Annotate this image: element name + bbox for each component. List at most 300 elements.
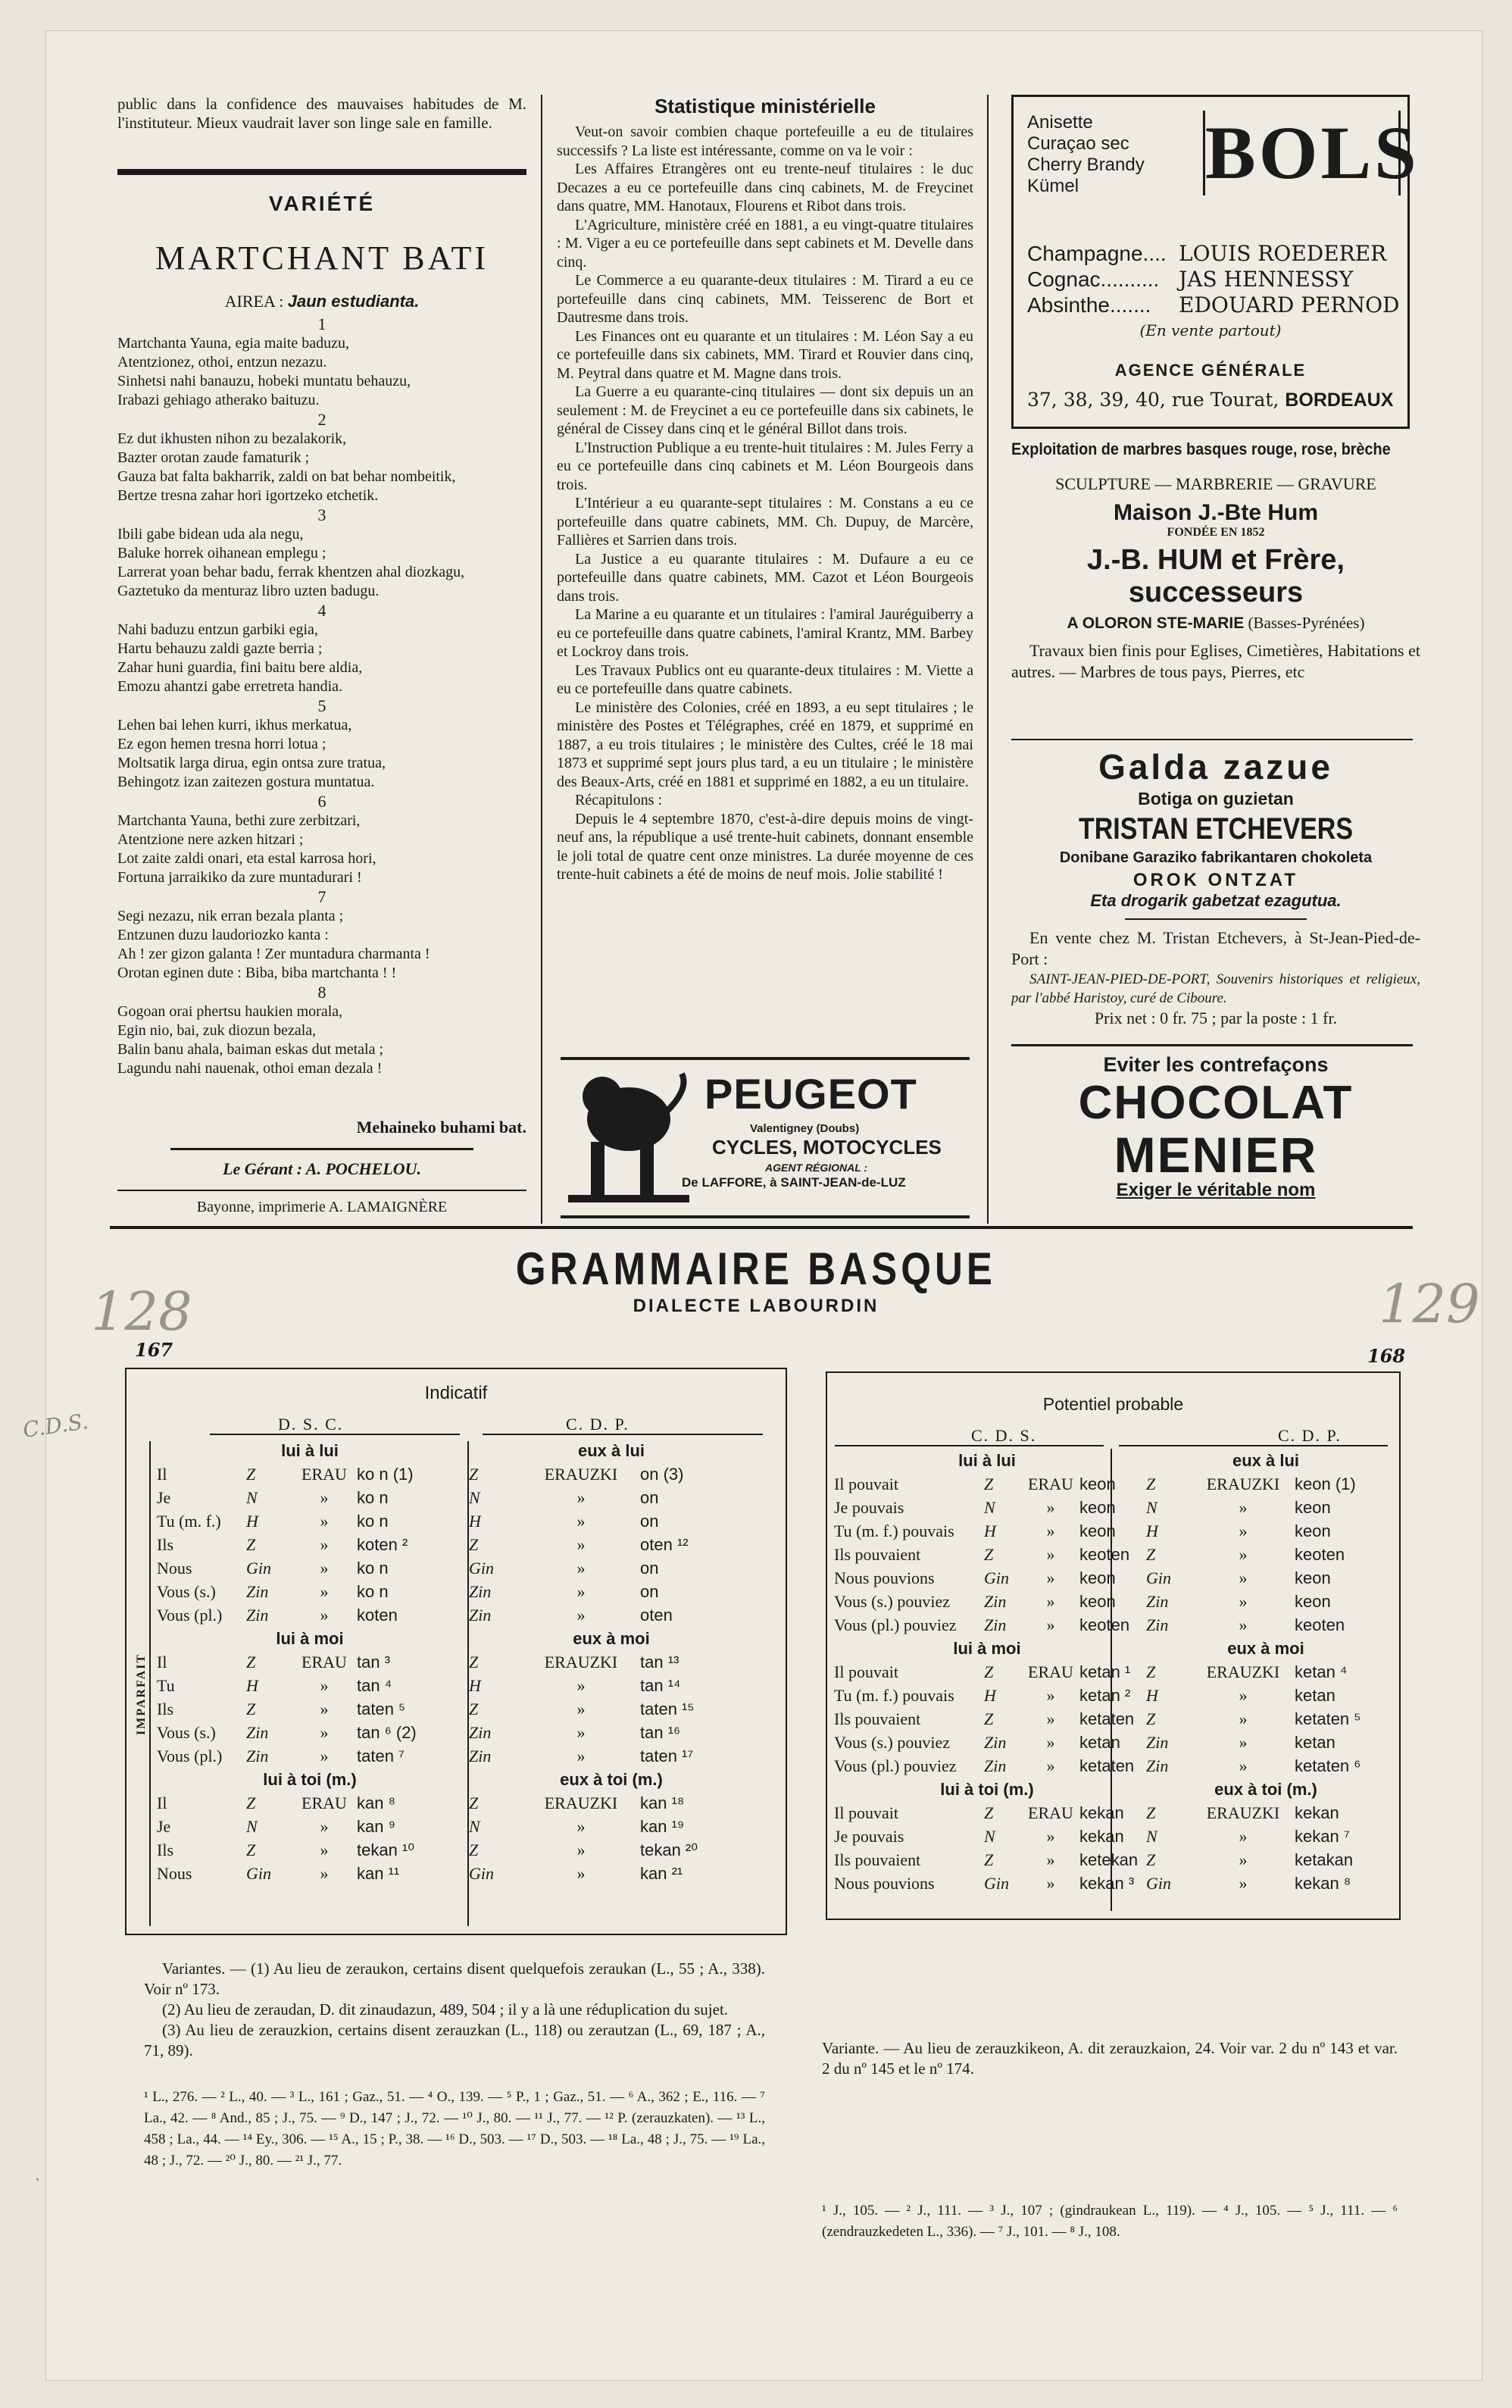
conjugation-cell: »: [576, 1535, 586, 1554]
conjugation-row: [831, 1801, 1389, 1825]
stanza-line: Atentzionez, othoi, entzun nezazu.: [117, 354, 327, 371]
stanza-line: Bazter orotan zaude famaturik ;: [117, 449, 310, 466]
conjugation-cell: Il pouvait: [834, 1803, 898, 1822]
song-stanzas: [117, 314, 526, 1078]
divider: [1011, 739, 1413, 740]
statistique-paragraph: La Justice a eu quarante titulaires : M. Dufaure a eu ce portefeuille dans quatre cabinets, MM. Cazot et Léon Bourgeois dans trois.: [557, 550, 973, 605]
song-title: MARTCHANT BATI: [155, 239, 489, 277]
conjugation-cell: Je: [157, 1817, 171, 1836]
conjugation-cell: »: [576, 1864, 586, 1883]
conjugation-cell: kan ²¹: [640, 1864, 683, 1883]
conjugation-cell: ERAU: [1028, 1662, 1073, 1681]
variante-right: Variante. — Au lieu de zerauzkikeon, A. dit zerauzkaion, 24. Voir var. 2 du nº 143 et var. 2 du nº 145 et le nº 174.: [822, 2039, 1398, 2078]
conjugation-cell: »: [320, 1535, 329, 1554]
intro-text: public dans la confidence des mauvaises habitudes de M. l'instituteur. Mieux vaudrait laver son linge sale en famille.: [117, 95, 526, 132]
statistique-heading: Statistique ministérielle: [654, 95, 876, 117]
hum-fondee: FONDÉE EN 1852: [1167, 526, 1265, 539]
stanza-line: Lagundu nahi nauenak, othoi eman dezala !: [117, 1060, 383, 1077]
conjugation-row: [831, 1613, 1389, 1637]
potentiel-title: Potentiel probable: [1042, 1394, 1184, 1414]
conjugation-row: [154, 1697, 757, 1721]
conjugation-cell: »: [1239, 1686, 1248, 1705]
hum-city-line: [1011, 614, 1420, 633]
conjugation-row: [831, 1684, 1389, 1707]
conjugation-cell: Vous (s.) pouviez: [834, 1592, 950, 1611]
group-header: eux à toi (m.): [560, 1770, 663, 1789]
stanza-number: 3: [317, 505, 326, 524]
conjugation-cell: Zin: [984, 1615, 1007, 1634]
stanza-line: Irabazi gehiago atherako baituzu.: [117, 392, 320, 408]
column-separator: [541, 95, 542, 1224]
conjugation-cell: »: [576, 1723, 586, 1742]
conjugation-cell: Zin: [469, 1582, 492, 1601]
handwritten-margin-note: C.D.S.: [21, 1409, 90, 1443]
conjugation-row: [831, 1825, 1389, 1848]
conjugation-cell: »: [1239, 1545, 1248, 1564]
bols-address: 37, 38, 39, 40, rue Tourat,: [1027, 389, 1279, 411]
conjugation-cell: Ils pouvaient: [834, 1850, 921, 1869]
conjugation-cell: N: [469, 1488, 480, 1507]
conjugation-cell: Z: [246, 1465, 256, 1484]
statistique-paragraph: Veut-on savoir combien chaque portefeuille a eu de titulaires successifs ? La liste est intéressante, comme on va le voir :: [557, 124, 973, 159]
airea-label: AIREA :: [224, 292, 284, 311]
conjugation-cell: Zin: [1146, 1592, 1169, 1611]
bols-drink-row: [1027, 267, 1398, 292]
stanza-line: Ez dut ikhusten nihon zu bezalakorik,: [117, 430, 347, 447]
handwritten-page-left: 128: [91, 1281, 192, 1343]
conjugation-cell: kekan: [1079, 1827, 1124, 1846]
conjugation-cell: kan ¹⁹: [640, 1817, 685, 1836]
conjugation-cell: ketan: [1079, 1733, 1120, 1752]
bols-drink-maker: EDOUARD PERNOD: [1179, 292, 1400, 317]
stanza-line: Sinhetsi nahi banauzu, hobeki muntatu behauzu,: [117, 373, 411, 389]
statistique-text: [557, 123, 973, 884]
conjugation-cell: ERAUZKI: [544, 1653, 618, 1672]
conjugation-cell: ERAUZKI: [1206, 1475, 1280, 1493]
conjugation-cell: »: [1239, 1850, 1248, 1869]
bols-liqueur: Cherry Brandy: [1027, 155, 1145, 175]
conjugation-cell: Z: [984, 1545, 994, 1564]
conjugation-row: [154, 1556, 757, 1580]
bols-drink-name: Absinthe.......: [1027, 293, 1151, 317]
conjugation-cell: »: [1239, 1756, 1248, 1775]
section-rule: [110, 1226, 1413, 1229]
conjugation-row: [831, 1566, 1389, 1590]
indicatif-title: Indicatif: [424, 1383, 488, 1403]
conjugation-cell: Je pouvais: [834, 1498, 904, 1517]
conjugation-cell: Zin: [984, 1733, 1007, 1752]
stanza-number: 1: [317, 314, 326, 333]
peugeot-place: Valentigney (Doubs): [750, 1122, 860, 1135]
song-signature: Mehaineko buhami bat.: [356, 1118, 526, 1137]
conjugation-cell: keon: [1295, 1568, 1331, 1587]
conjugation-cell: Zin: [984, 1592, 1007, 1611]
conjugation-cell: Tu: [157, 1676, 175, 1695]
imparfait-label: IMPARFAIT: [135, 1653, 148, 1736]
conjugation-cell: Zin: [984, 1756, 1007, 1775]
bols-liqueurs: [1027, 112, 1145, 197]
conjugation-cell: tan ⁴: [357, 1676, 392, 1695]
bols-drink-name: Champagne....: [1027, 242, 1167, 265]
conjugation-cell: »: [320, 1559, 329, 1578]
conjugation-cell: »: [320, 1512, 329, 1531]
statistique-paragraph: Le ministère des Colonies, créé en 1893, a eu sept titulaires ; le ministère des Postes et Télégraphes, créé en 1879, et supprimé en 1887, a eu trois titulaires ; le ministère des Cultes, créé le 18 mai 1873 et supprimé sept jours plus tard, a eu un titulaire ; le ministère des Beaux-Arts, créé en 1881 et supprimé en 1882, a eu un titulaire.: [557, 699, 973, 790]
conjugation-cell: Vous (pl.): [157, 1606, 223, 1625]
column-separator: [987, 95, 989, 1224]
bols-brand: BOLS: [1205, 111, 1420, 195]
potentiel-col-b: C. D. P.: [1278, 1426, 1342, 1445]
galda-vente: En vente chez M. Tristan Etchevers, à St-Jean-Pied-de-Port :: [1011, 928, 1420, 968]
conjugation-row: [154, 1603, 757, 1627]
conjugation-cell: Z: [984, 1662, 994, 1681]
conjugation-cell: »: [1239, 1827, 1248, 1846]
stanza-line: Balin banu ahala, baiman eskas dut metala ;: [117, 1041, 383, 1058]
group-header: eux à moi: [573, 1629, 650, 1648]
group-header-row: [831, 1778, 1389, 1801]
bols-note: (En vente partout): [1139, 321, 1282, 339]
conjugation-row: [154, 1744, 757, 1768]
conjugation-cell: Z: [246, 1700, 256, 1718]
bols-drink-maker: JAS HENNESSY: [1179, 267, 1354, 292]
imprimerie-line: Bayonne, imprimerie A. LAMAIGNÈRE: [196, 1199, 448, 1215]
conjugation-cell: »: [1046, 1545, 1055, 1564]
stanza-line: Behingotz izan zaitezen gostura muntatua.: [117, 774, 375, 790]
conjugation-cell: taten ¹⁵: [640, 1700, 695, 1718]
conjugation-row: [154, 1862, 757, 1885]
stanza-line: Bertze tresna zahar hori igortzeko etchetik.: [117, 487, 379, 504]
handwritten-page-right: 129: [1379, 1273, 1480, 1335]
group-header: lui à toi (m.): [940, 1780, 1034, 1799]
conjugation-cell: Gin: [1146, 1568, 1171, 1587]
conjugation-cell: Nous pouvions: [834, 1568, 935, 1587]
hum-dept: (Basses-Pyrénées): [1248, 614, 1365, 632]
conjugation-cell: »: [320, 1840, 329, 1859]
conjugation-cell: keon: [1295, 1521, 1331, 1540]
conjugation-cell: H: [246, 1676, 258, 1695]
conjugation-cell: »: [576, 1559, 586, 1578]
conjugation-cell: »: [576, 1488, 586, 1507]
conjugation-cell: kekan ³: [1079, 1874, 1135, 1893]
divider: [210, 1434, 460, 1435]
conjugation-cell: kekan ⁷: [1295, 1827, 1350, 1846]
bols-drink-row: [1027, 292, 1398, 318]
conjugation-cell: »: [1046, 1827, 1055, 1846]
divider: [835, 1445, 1104, 1446]
conjugation-cell: »: [1046, 1615, 1055, 1634]
conjugation-cell: »: [320, 1864, 329, 1883]
indicatif-table: [125, 1368, 787, 1935]
conjugation-cell: tan ⁶ (2): [357, 1723, 417, 1742]
conjugation-row: [154, 1486, 757, 1509]
conjugation-cell: on: [640, 1582, 659, 1601]
stanza-line: Lot zaite zaldi onari, eta estal karrosa hori,: [117, 850, 376, 867]
conjugation-cell: Je pouvais: [834, 1827, 904, 1846]
conjugation-cell: tan ¹⁶: [640, 1723, 681, 1742]
conjugation-cell: ERAU: [301, 1653, 347, 1672]
conjugation-cell: Ils: [157, 1840, 173, 1859]
conjugation-cell: Gin: [984, 1568, 1009, 1587]
conjugation-row: [831, 1590, 1389, 1613]
conjugation-cell: Zin: [1146, 1756, 1169, 1775]
group-header: eux à toi (m.): [1214, 1780, 1317, 1799]
statistique-paragraph: Les Travaux Publics ont eu quarante-deux titulaires : M. Viette a eu ce portefeuille dans quatre cabinets.: [557, 661, 973, 697]
peugeot-agent-label: AGENT RÉGIONAL :: [765, 1162, 868, 1174]
conjugation-cell: »: [1239, 1498, 1248, 1517]
stanza-line: Nahi baduzu entzun garbiki egia,: [117, 621, 318, 638]
conjugation-cell: kan ⁸: [357, 1793, 395, 1812]
conjugation-cell: Il pouvait: [834, 1662, 898, 1681]
grammar-title: GRAMMAIRE BASQUE: [515, 1243, 997, 1294]
conjugation-cell: Z: [469, 1653, 479, 1672]
stanza-line: Emozu ahantzi gabe erretreta handia.: [117, 678, 343, 695]
page-number-right: 168: [1367, 1345, 1406, 1367]
conjugation-cell: ERAU: [1028, 1475, 1073, 1493]
menier-exiger: Exiger le véritable nom: [1116, 1180, 1316, 1200]
conjugation-cell: Il: [157, 1465, 167, 1484]
footnotes-right: ¹ J., 105. — ² J., 111. — ³ J., 107 ; (gindraukean L., 119). — ⁴ J., 105. — ⁵ J., 111. — ⁶ (zendrauzkedeten L., 336). — ⁷ J., 101. — ⁸ J., 108.: [822, 2203, 1398, 2240]
conjugation-cell: »: [576, 1840, 586, 1859]
potentiel-grid: [831, 1449, 1395, 1895]
margin-scratch: ᐧ: [34, 2167, 40, 2194]
potentiel-table: [826, 1371, 1401, 1920]
conjugation-cell: H: [1146, 1686, 1158, 1705]
conjugation-cell: »: [1239, 1709, 1248, 1728]
conjugation-cell: Vous (pl.) pouviez: [834, 1615, 957, 1634]
conjugation-cell: N: [1146, 1498, 1157, 1517]
conjugation-cell: N: [984, 1827, 995, 1846]
conjugation-row: [154, 1674, 757, 1697]
galda-orok: OROK ONTZAT: [1132, 870, 1299, 890]
conjugation-cell: kan ¹¹: [357, 1864, 400, 1883]
statistique-paragraph: La Guerre a eu quarante-cinq titulaires — dont six depuis un an seulement : M. de Freycinet a eu ce portefeuille dans six cabinets, le général de Cissey dans cinq et le général Billot dans trois.: [557, 383, 973, 437]
conjugation-cell: Gin: [469, 1864, 494, 1883]
conjugation-cell: Zin: [246, 1723, 269, 1742]
bols-liqueur: Anisette: [1027, 112, 1093, 133]
conjugation-cell: Vous (pl.): [157, 1747, 223, 1765]
conjugation-row: [831, 1660, 1389, 1684]
group-header-row: [154, 1768, 757, 1791]
conjugation-table: [154, 1439, 757, 1885]
conjugation-cell: ketan ²: [1079, 1686, 1131, 1705]
statistique-paragraph: La Marine a eu quarante et un titulaires : l'amiral Jauréguiberry a eu ce portefeuille dans quatre cabinets, l'amiral Krantz, MM. Barbey et Lockroy dans trois.: [557, 606, 973, 660]
conjugation-cell: oten: [640, 1606, 673, 1625]
conjugation-cell: Z: [246, 1535, 256, 1554]
conjugation-cell: N: [246, 1817, 258, 1836]
conjugation-cell: H: [469, 1512, 481, 1531]
conjugation-cell: keoten: [1295, 1545, 1345, 1564]
group-header-row: [154, 1439, 757, 1462]
conjugation-cell: Z: [984, 1850, 994, 1869]
conjugation-cell: »: [1239, 1592, 1248, 1611]
conjugation-cell: koten ²: [357, 1535, 408, 1554]
conjugation-cell: taten ⁵: [357, 1700, 406, 1718]
stanza-line: Ibili gabe bidean uda ala negu,: [117, 526, 304, 543]
statistique-paragraph: L'Agriculture, ministère créé en 1881, a eu vingt-quatre titulaires : M. Viger a eu ce portefeuille dans sept cabinets et M. Develle dans cinq.: [557, 216, 973, 271]
conjugation-cell: H: [1146, 1521, 1158, 1540]
conjugation-cell: N: [469, 1817, 480, 1836]
conjugation-cell: Z: [469, 1700, 479, 1718]
menier-chocolat: CHOCOLAT: [1078, 1077, 1354, 1129]
conjugation-cell: H: [246, 1512, 258, 1531]
conjugation-cell: »: [1046, 1850, 1055, 1869]
conjugation-cell: Nous pouvions: [834, 1874, 935, 1893]
conjugation-cell: Z: [1146, 1662, 1156, 1681]
airea-line: [117, 292, 526, 311]
stanza-number: 8: [317, 983, 326, 1002]
hum-line1: Exploitation de marbres basques rouge, rose, brèche: [1011, 439, 1391, 458]
conjugation-cell: »: [320, 1747, 329, 1765]
bols-drink-maker: LOUIS ROEDERER: [1179, 241, 1387, 266]
conjugation-cell: Tu (m. f.) pouvais: [834, 1521, 954, 1540]
conjugation-cell: keon: [1295, 1592, 1331, 1611]
conjugation-cell: ketekan: [1079, 1850, 1139, 1869]
conjugation-cell: Gin: [246, 1864, 271, 1883]
conjugation-cell: ketaten ⁶: [1295, 1756, 1361, 1775]
conjugation-row: [831, 1519, 1389, 1543]
conjugation-cell: Z: [469, 1535, 479, 1554]
conjugation-cell: »: [1239, 1874, 1248, 1893]
conjugation-cell: »: [320, 1606, 329, 1625]
conjugation-cell: on (3): [640, 1465, 684, 1484]
conjugation-cell: Nous: [157, 1864, 192, 1883]
conjugation-cell: Zin: [469, 1723, 492, 1742]
conjugation-cell: ko n: [357, 1488, 389, 1507]
conjugation-cell: ko n: [357, 1559, 389, 1578]
conjugation-cell: N: [984, 1498, 995, 1517]
conjugation-cell: ERAUZKI: [1206, 1662, 1280, 1681]
stanza-line: Martchanta Yauna, bethi zure zerbitzari,: [117, 812, 361, 829]
conjugation-cell: Ils pouvaient: [834, 1709, 921, 1728]
conjugation-row: [154, 1509, 757, 1533]
column-statistique: [557, 95, 973, 1072]
conjugation-cell: ketan: [1295, 1733, 1335, 1752]
conjugation-cell: Vous (s.) pouviez: [834, 1733, 950, 1752]
conjugation-cell: ketan ¹: [1079, 1662, 1131, 1681]
conjugation-row: [154, 1650, 757, 1674]
divider: [170, 1148, 473, 1150]
conjugation-cell: tekan ²⁰: [640, 1840, 698, 1859]
stanza-line: Gaztetuko da menturaz libro uzten badugu.: [117, 583, 380, 599]
conjugation-cell: »: [320, 1723, 329, 1742]
conjugation-table: [831, 1449, 1389, 1895]
galda-book: SAINT-JEAN-PIED-DE-PORT, Souvenirs historiques et religieux, par l'abbé Haristoy, curé de Ciboure.: [1011, 971, 1420, 1006]
conjugation-cell: Il pouvait: [834, 1475, 898, 1493]
conjugation-cell: »: [1239, 1733, 1248, 1752]
conjugation-cell: ketan ⁴: [1295, 1662, 1348, 1681]
statistique-paragraph: Le Commerce a eu quarante-deux titulaires : M. Tirard a eu ce portefeuille dans cinq cabinets, MM. Teisserenc de Bort et Dautresme dans trois.: [557, 272, 973, 326]
conjugation-cell: ko n: [357, 1512, 389, 1531]
stanza-line: Moltsatik larga dirua, egin ontsa zure tratua,: [117, 755, 386, 771]
stanza-number: 4: [317, 601, 326, 620]
conjugation-cell: Zin: [469, 1747, 492, 1765]
conjugation-cell: ketakan: [1295, 1850, 1354, 1869]
galda-sub: Botiga on guzietan: [1138, 789, 1294, 808]
stanza-line: Egin nio, bai, zuk diozun bezala,: [117, 1022, 317, 1039]
footnotes-left: ¹ L., 276. — ² L., 40. — ³ L., 161 ; Gaz., 51. — ⁴ O., 139. — ⁵ P., 1 ; Gaz., 51. — ⁶ A., 362 ; E., 116. — ⁷ La., 42. — ⁸ And., 85 ; J., 75. — ⁹ D., 147 ; J., 72. — ¹⁰ J., 80. — ¹¹ J., 77. — ¹² P. (zerauzkaten). — ¹³ L., 458 ; La., 44. — ¹⁴ Ey., 306. — ¹⁵ A., 15 ; P., 38. — ¹⁶ D., 503. — ¹⁷ D., 503. — ¹⁸ La., 48 ; J., 75. — ¹⁹ La., 48 ; J., 72. — ²⁰ J., 80. — ²¹ J., 77.: [144, 2089, 765, 2169]
conjugation-cell: Ils: [157, 1700, 173, 1718]
indicatif-grid: [154, 1439, 783, 1885]
conjugation-cell: »: [320, 1700, 329, 1718]
conjugation-cell: oten ¹²: [640, 1535, 689, 1554]
bols-address-line: [1027, 389, 1398, 411]
conjugation-cell: keon: [1079, 1498, 1116, 1517]
menier-brand: MENIER: [1114, 1127, 1318, 1183]
conjugation-cell: Ils: [157, 1535, 173, 1554]
conjugation-row: [154, 1815, 757, 1838]
bols-agence: AGENCE GÉNÉRALE: [1114, 361, 1307, 380]
conjugation-cell: Je: [157, 1488, 171, 1507]
conjugation-row: [154, 1838, 757, 1862]
variante-paragraph: (2) Au lieu de zeraudan, D. dit zinaudazun, 489, 504 ; il y a là une réduplication du sujet.: [162, 2000, 729, 2019]
statistique-paragraph: Récapitulons :: [575, 792, 662, 808]
bols-liqueur: Kümel: [1027, 176, 1079, 196]
conjugation-cell: ko n (1): [357, 1465, 414, 1484]
conjugation-cell: ERAUZKI: [544, 1465, 618, 1484]
variete-heading: VARIÉTÉ: [268, 192, 376, 215]
conjugation-cell: Gin: [1146, 1874, 1171, 1893]
conjugation-cell: keon (1): [1295, 1475, 1356, 1493]
menier-eviter: Eviter les contrefaçons: [1103, 1053, 1329, 1076]
indicatif-col-a: D. S. C.: [278, 1415, 344, 1434]
conjugation-cell: »: [1046, 1874, 1055, 1893]
stanza-line: Ez egon hemen tresna horri lotua ;: [117, 736, 326, 752]
conjugation-row: [154, 1533, 757, 1556]
statistique-paragraph: L'Intérieur a eu quarante-sept titulaires : M. Constans a eu ce portefeuille dans quatre cabinets, MM. Ch. Dupuy, de Marcère, Fallières et Sarrien dans trois.: [557, 495, 973, 549]
conjugation-cell: »: [576, 1582, 586, 1601]
hum-maison: Maison J.-Bte Hum: [1113, 500, 1319, 525]
conjugation-cell: »: [1046, 1756, 1055, 1775]
conjugation-cell: tekan ¹⁰: [357, 1840, 415, 1859]
conjugation-cell: N: [246, 1488, 258, 1507]
bols-drink-row: [1027, 241, 1398, 267]
peugeot-agent: De LAFFORE, à SAINT-JEAN-de-LUZ: [682, 1175, 906, 1190]
statistique-paragraph: Les Finances ont eu quarante et un titulaires : M. Léon Say a eu ce portefeuille dans six cabinets, MM. Tirard et Rouvier dans cinq, M. Peytral dans quatre et M. Magne dans trois.: [557, 327, 973, 382]
conjugation-cell: tan ³: [357, 1653, 391, 1672]
conjugation-cell: keon: [1079, 1521, 1116, 1540]
conjugation-cell: kekan: [1079, 1803, 1124, 1822]
conjugation-row: [831, 1754, 1389, 1778]
group-header: eux à lui: [577, 1441, 645, 1460]
conjugation-cell: Zin: [246, 1582, 269, 1601]
galda-maker: Donibane Garaziko fabrikantaren chokoleta: [1059, 849, 1373, 866]
stanza-line: Lehen bai lehen kurri, ikhus merkatua,: [117, 717, 352, 733]
stanza-number: 2: [317, 410, 326, 429]
conjugation-cell: kan ⁹: [357, 1817, 396, 1836]
conjugation-cell: kan ¹⁸: [640, 1793, 685, 1812]
stanza-line: Fortuna jarraikiko da zure muntadurari !: [117, 869, 362, 886]
indicatif-col-b: C. D. P.: [566, 1415, 629, 1434]
conjugation-cell: Z: [469, 1840, 479, 1859]
conjugation-row: [831, 1543, 1389, 1566]
conjugation-cell: keoten: [1295, 1615, 1345, 1634]
conjugation-cell: Gin: [469, 1559, 494, 1578]
stanza-line: Baluke horrek oihanean emplegu ;: [117, 545, 326, 561]
bols-liqueur: Curaçao sec: [1027, 133, 1129, 154]
stanza-line: Gauza bat falta bakharrik, zaldi on bat behar nombeitik,: [117, 468, 456, 485]
group-header: lui à lui: [281, 1441, 339, 1460]
conjugation-cell: »: [576, 1606, 586, 1625]
conjugation-cell: Zin: [469, 1606, 492, 1625]
conjugation-cell: ERAU: [301, 1465, 347, 1484]
conjugation-cell: Z: [1146, 1803, 1156, 1822]
conjugation-cell: »: [1239, 1521, 1248, 1540]
divider: [117, 169, 526, 175]
bols-city: BORDEAUX: [1285, 389, 1394, 411]
conjugation-cell: »: [576, 1700, 586, 1718]
stanza-line: Ah ! zer gizon galanta ! Zer muntadura charmanta !: [117, 946, 430, 962]
bols-ad: [1011, 95, 1420, 429]
stanza-number: 5: [317, 696, 326, 715]
